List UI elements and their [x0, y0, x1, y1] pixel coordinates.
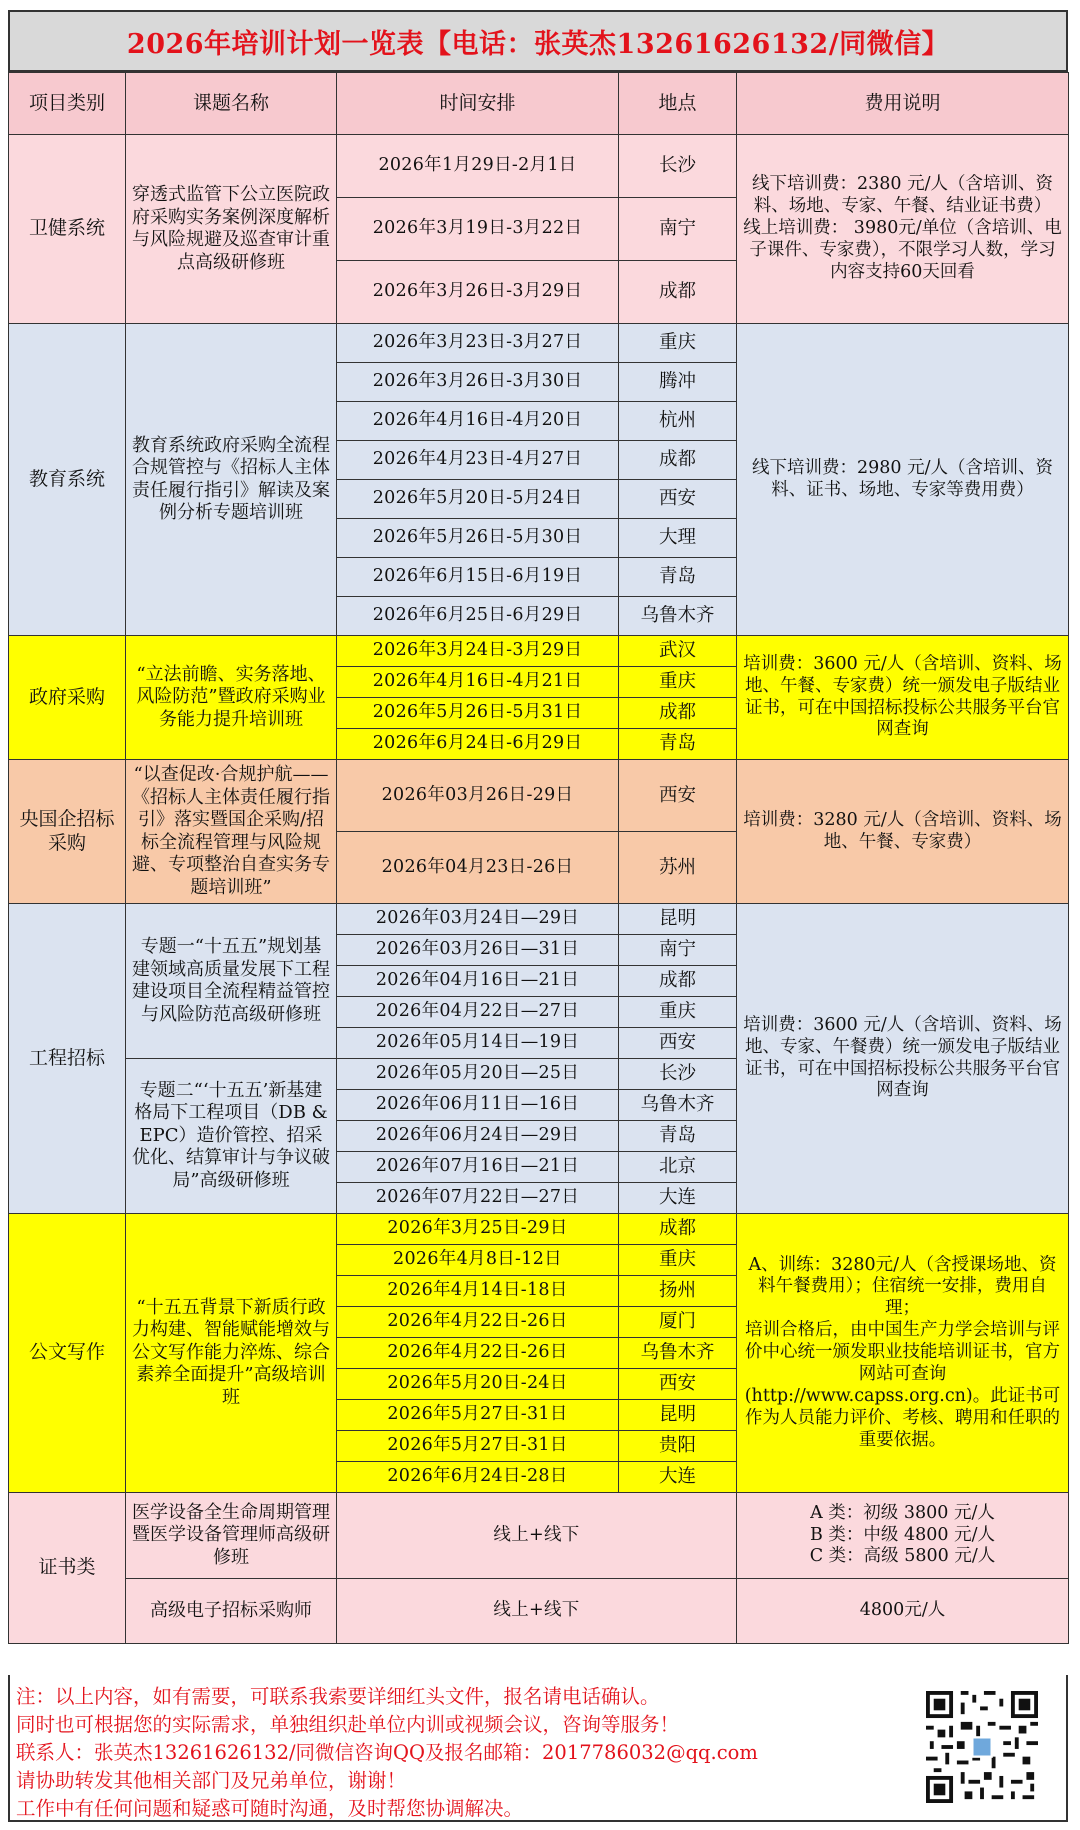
date-cell: 2026年6月24日-28日	[337, 1462, 619, 1493]
place-cell: 重庆	[619, 997, 737, 1028]
date-cell: 2026年3月24日-3月29日	[337, 636, 619, 667]
table-row	[9, 324, 1069, 363]
table-row	[9, 636, 1069, 667]
place-cell: 大连	[619, 1462, 737, 1493]
fee-cell	[737, 1214, 1069, 1493]
place-cell: 青岛	[619, 558, 737, 597]
place-cell: 成都	[619, 966, 737, 997]
fee-text: C 类：高级 5800 元/人	[809, 1546, 996, 1567]
place-cell: 青岛	[619, 729, 737, 760]
date-cell: 2026年5月26日-5月31日	[337, 698, 619, 729]
date-cell: 2026年6月25日-6月29日	[337, 597, 619, 636]
place-cell: 长沙	[619, 1059, 737, 1090]
place-cell: 乌鲁木齐	[619, 1090, 737, 1121]
date-cell: 2026年07月22日—27日	[337, 1183, 619, 1214]
topic-cell: 高级电子招标采购师	[126, 1579, 337, 1644]
date-cell: 2026年4月22日-26日	[337, 1307, 619, 1338]
place-cell: 成都	[619, 441, 737, 480]
place-cell: 扬州	[619, 1276, 737, 1307]
place-cell: 杭州	[619, 402, 737, 441]
date-cell: 2026年04月22日—27日	[337, 997, 619, 1028]
fee-text: 4800元/人	[859, 1600, 946, 1621]
date-cell: 2026年07月16日—21日	[337, 1152, 619, 1183]
place-cell: 乌鲁木齐	[619, 1338, 737, 1369]
training-plan-sheet	[8, 10, 1068, 1822]
header-topic: 课题名称	[126, 73, 337, 135]
place-cell: 长沙	[619, 135, 737, 198]
date-cell: 2026年3月19日-3月22日	[337, 198, 619, 261]
date-cell: 2026年6月15日-6月19日	[337, 558, 619, 597]
topic-cell: “立法前瞻、实务落地、风险防范”暨政府采购业务能力提升培训班	[126, 636, 337, 760]
topic-cell: “十五五背景下新质行政力构建、智能赋能增效与公文写作能力淬炼、综合素养全面提升”高级培训班	[126, 1214, 337, 1493]
place-cell: 青岛	[619, 1121, 737, 1152]
note-line: 同时也可根据您的实际需求，单独组织赴单位内训或视频会议，咨询等服务！	[16, 1713, 680, 1736]
place-cell: 北京	[619, 1152, 737, 1183]
table-row	[9, 1579, 1069, 1644]
place-cell: 西安	[619, 480, 737, 519]
place-cell: 昆明	[619, 904, 737, 935]
place-cell: 重庆	[619, 667, 737, 698]
note-line: 请协助转发其他相关部门及兄弟单位，谢谢！	[16, 1769, 407, 1792]
fee-text: 线下培训费：2980 元/人（含培训、资料、证书、场地、专家等费用费）	[752, 457, 1053, 500]
date-cell: 2026年1月29日-2月1日	[337, 135, 619, 198]
place-cell: 成都	[619, 698, 737, 729]
place-cell: 昆明	[619, 1400, 737, 1431]
fee-cell	[737, 1493, 1069, 1579]
date-cell: 2026年3月26日-3月30日	[337, 363, 619, 402]
table-row	[9, 135, 1069, 198]
note-line: 注：以上内容，如有需要，可联系我索要详细红头文件，报名请电话确认。	[16, 1685, 660, 1708]
date-cell: 2026年4月22日-26日	[337, 1338, 619, 1369]
place-cell: 西安	[619, 1369, 737, 1400]
category-cell: 工程招标	[9, 904, 126, 1214]
date-cell: 2026年3月25日-29日	[337, 1214, 619, 1245]
topic-cell: 教育系统政府采购全流程合规管控与《招标人主体责任履行指引》解读及案例分析专题培训班	[126, 324, 337, 636]
fee-cell	[737, 636, 1069, 760]
date-cell: 2026年5月20日-24日	[337, 1369, 619, 1400]
mode-cell: 线上+线下	[337, 1493, 737, 1579]
date-cell: 2026年03月26日—31日	[337, 935, 619, 966]
place-cell: 南宁	[619, 198, 737, 261]
date-cell: 2026年03月26日-29日	[337, 760, 619, 832]
topic-cell: 医学设备全生命周期管理暨医学设备管理师高级研修班	[126, 1493, 337, 1579]
place-cell: 重庆	[619, 1245, 737, 1276]
topic-cell: 专题二“‘十五五’新基建格局下工程项目（DB & EPC）造价管控、招采优化、结算审计与争议破局”高级研修班	[126, 1059, 337, 1214]
fee-cell	[737, 324, 1069, 636]
fee-text: 培训费：3600 元/人（含培训、资料、场地、专家、午餐费）统一颁发电子版结业证书，可在中国招标投标公共服务平台官网查询	[743, 1014, 1062, 1101]
place-cell: 厦门	[619, 1307, 737, 1338]
page-title: 2026年培训计划一览表【电话：张英杰13261626132/同微信】	[8, 10, 1068, 72]
category-cell: 央国企招标采购	[9, 760, 126, 904]
date-cell: 2026年5月26日-5月30日	[337, 519, 619, 558]
header-place: 地点	[619, 73, 737, 135]
fee-cell	[737, 135, 1069, 324]
category-cell: 证书类	[9, 1493, 126, 1644]
notes-panel	[8, 1675, 1068, 1822]
date-cell: 2026年06月24日—29日	[337, 1121, 619, 1152]
fee-text: 培训合格后，由中国生产力学会培训与评价中心统一颁发职业技能培训证书，官方网站可查询(http://www.capss.org.cn)。此证书可作为人员能力评价、考核、聘用和任职的重要依据。	[744, 1320, 1061, 1450]
place-cell: 西安	[619, 760, 737, 832]
category-cell: 教育系统	[9, 324, 126, 636]
place-cell: 苏州	[619, 832, 737, 904]
topic-cell: 穿透式监管下公立医院政府采购实务案例深度解析与风险规避及巡查审计重点高级研修班	[126, 135, 337, 324]
date-cell: 2026年3月23日-3月27日	[337, 324, 619, 363]
fee-text: B 类：中级 4800 元/人	[810, 1524, 995, 1545]
date-cell: 2026年4月16日-4月20日	[337, 402, 619, 441]
place-cell: 大理	[619, 519, 737, 558]
table-row	[9, 760, 1069, 832]
place-cell: 南宁	[619, 935, 737, 966]
mode-cell: 线上+线下	[337, 1579, 737, 1644]
date-cell: 2026年03月24日—29日	[337, 904, 619, 935]
table-header-row	[9, 73, 1069, 135]
place-cell: 成都	[619, 1214, 737, 1245]
fee-text: A、训练：3280元/人（含授课场地、资料午餐费用）；住宿统一安排，费用自理；	[748, 1254, 1057, 1319]
training-plan-table	[8, 72, 1069, 1644]
topic-cell: 专题一“十五五”规划基建领域高质量发展下工程建设项目全流程精益管控与风险防范高级研修班	[126, 904, 337, 1059]
note-line: 工作中有任何问题和疑惑可随时沟通，及时帮您协调解决。	[16, 1797, 524, 1820]
note-line: 联系人：张英杰13261626132/同微信咨询QQ及报名邮箱：2017786032@qq.com	[16, 1741, 758, 1764]
table-row	[9, 1493, 1069, 1579]
place-cell: 腾冲	[619, 363, 737, 402]
date-cell: 2026年04月23日-26日	[337, 832, 619, 904]
place-cell: 西安	[619, 1028, 737, 1059]
topic-cell: “以查促改·合规护航——《招标人主体责任履行指引》落实暨国企采购/招标全流程管理与风险规避、专项整治自查实务专题培训班”	[126, 760, 337, 904]
fee-text: 培训费：3600 元/人（含培训、资料、场地、午餐、专家费）统一颁发电子版结业证书，可在中国招标投标公共服务平台官网查询	[743, 653, 1062, 740]
table-row	[9, 904, 1069, 935]
header-fee: 费用说明	[737, 73, 1069, 135]
date-cell: 2026年5月20日-5月24日	[337, 480, 619, 519]
fee-text: 培训费：3280 元/人（含培训、资料、场地、午餐、专家费）	[743, 809, 1062, 852]
date-cell: 2026年4月8日-12日	[337, 1245, 619, 1276]
category-cell: 公文写作	[9, 1214, 126, 1493]
category-cell: 政府采购	[9, 636, 126, 760]
date-cell: 2026年04月16日—21日	[337, 966, 619, 997]
place-cell: 武汉	[619, 636, 737, 667]
fee-text: 线下培训费：2380 元/人（含培训、资料、场地、专家、午餐、结业证书费）	[752, 174, 1053, 217]
category-cell: 卫健系统	[9, 135, 126, 324]
date-cell: 2026年5月27日-31日	[337, 1431, 619, 1462]
date-cell: 2026年05月20日—25日	[337, 1059, 619, 1090]
date-cell: 2026年4月14日-18日	[337, 1276, 619, 1307]
fee-text: 线上培训费： 3980元/单位（含培训、电子课件、专家费），不限学习人数，学习内容支持60天回看	[743, 218, 1062, 282]
date-cell: 2026年4月16日-4月21日	[337, 667, 619, 698]
place-cell: 重庆	[619, 324, 737, 363]
header-category: 项目类别	[9, 73, 126, 135]
fee-cell	[737, 904, 1069, 1214]
fee-cell	[737, 1579, 1069, 1644]
place-cell: 成都	[619, 261, 737, 324]
place-cell: 乌鲁木齐	[619, 597, 737, 636]
date-cell: 2026年5月27日-31日	[337, 1400, 619, 1431]
date-cell: 2026年05月14日—19日	[337, 1028, 619, 1059]
date-cell: 2026年06月11日—16日	[337, 1090, 619, 1121]
fee-text: A 类：初级 3800 元/人	[810, 1502, 995, 1523]
date-cell: 2026年3月26日-3月29日	[337, 261, 619, 324]
header-date: 时间安排	[337, 73, 619, 135]
qr-code-icon	[926, 1691, 1038, 1803]
table-row	[9, 1214, 1069, 1245]
date-cell: 2026年4月23日-4月27日	[337, 441, 619, 480]
fee-cell	[737, 760, 1069, 904]
place-cell: 大连	[619, 1183, 737, 1214]
date-cell: 2026年6月24日-6月29日	[337, 729, 619, 760]
place-cell: 贵阳	[619, 1431, 737, 1462]
